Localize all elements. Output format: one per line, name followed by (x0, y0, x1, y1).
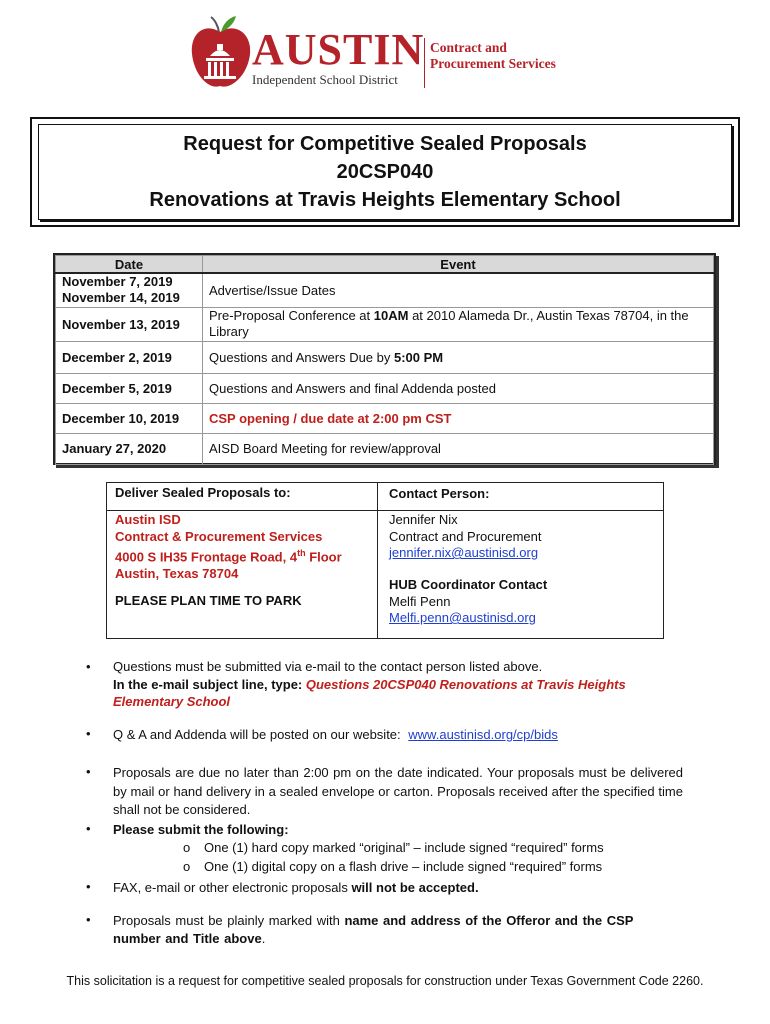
schedule-table (53, 253, 716, 465)
footer-note: This solicitation is a request for competitive sealed proposals for construction under Texas Government Code 2260. (66, 974, 704, 988)
schedule-date-line2: November 14, 2019 (62, 290, 180, 306)
address-line1: Austin ISD (115, 512, 181, 527)
schedule-date (56, 273, 203, 307)
schedule-date-line1: November 7, 2019 (62, 274, 173, 290)
contact-row-divider (107, 510, 663, 511)
sub-bullet-hard-copy: One (1) hard copy marked “original” – include signed “required” forms (204, 840, 604, 855)
event-text: Questions and Answers Due by (209, 349, 394, 365)
contact-name: Jennifer Nix (389, 512, 458, 527)
hub-email-link[interactable]: Melfi.penn@austinisd.org (389, 610, 536, 625)
subject-line-instruction (113, 676, 683, 711)
questions-text: Questions must be submitted via e-mail to the contact person listed above. (113, 659, 543, 674)
bullet-icon: • (86, 879, 91, 894)
header-date: Date (56, 256, 203, 274)
bullet-no-electronic (113, 879, 683, 897)
schedule-date: November 13, 2019 (56, 307, 203, 341)
logo-department (430, 40, 556, 72)
schedule-row (56, 273, 714, 307)
address-line4: Austin, Texas 78704 (115, 565, 239, 581)
event-time: 10AM (373, 308, 409, 323)
contact-email-link[interactable]: jennifer.nix@austinisd.org (389, 545, 539, 560)
address-line2: Contract & Procurement Services (115, 528, 323, 544)
header-event: Event (203, 256, 714, 274)
schedule-date: January 27, 2020 (56, 433, 203, 464)
bullet-marking (113, 912, 683, 948)
logo-wordmark: AUSTIN (252, 25, 425, 74)
contact-person-heading: Contact Person: (389, 486, 490, 501)
bullet-icon: • (86, 726, 91, 741)
schedule-date: December 2, 2019 (56, 341, 203, 373)
bullet-questions (113, 658, 683, 711)
schedule-event: Questions and Answers and final Addenda posted (203, 373, 714, 403)
schedule-row (56, 307, 714, 341)
hub-contact (389, 577, 547, 627)
logo-divider (424, 38, 425, 88)
sub-bullet-icon: o (183, 859, 191, 874)
contact-dept: Contract and Procurement (389, 528, 542, 544)
schedule-event: AISD Board Meeting for review/approval (203, 433, 714, 464)
schedule-row (56, 341, 714, 373)
contact-box (106, 482, 664, 639)
bullet-submit-heading: Please submit the following: (113, 822, 289, 837)
title-line3: Renovations at Travis Heights Elementary School (149, 189, 621, 211)
document-title (38, 130, 732, 214)
bullet-website (113, 726, 683, 744)
subject-line-value: Questions 20CSP040 Renovations at Travis Heights Elementary School (113, 676, 626, 709)
logo-subtitle: Independent School District (252, 72, 398, 87)
bullet-icon: • (86, 821, 91, 836)
logo-department-line2: Procurement Services (430, 56, 556, 71)
event-time: 5:00 PM (394, 349, 444, 365)
schedule-date: December 5, 2019 (56, 373, 203, 403)
marking-text: Proposals must be plainly marked with (113, 913, 345, 928)
schedule-row (56, 403, 714, 433)
bullet-icon: • (86, 659, 91, 674)
address-line3-text: 4000 S IH35 Frontage Road, 4 (115, 549, 298, 565)
deliver-heading: Deliver Sealed Proposals to: (115, 485, 291, 500)
schedule-event (203, 307, 714, 341)
schedule-event-highlight: CSP opening / due date at 2:00 pm CST (203, 403, 714, 433)
marking-emphasis: name and address of the Offeror and the CSP number and Title above (113, 913, 634, 946)
no-electronic-emphasis: will not be accepted. (351, 880, 479, 895)
hub-heading: HUB Coordinator Contact (389, 577, 548, 592)
website-link[interactable]: www.austinisd.org/cp/bids (408, 727, 558, 742)
schedule-event: Advertise/Issue Dates (203, 273, 714, 307)
address-ordinal: th (297, 548, 306, 558)
title-line2: 20CSP040 (336, 161, 434, 183)
sub-bullet-digital-copy: One (1) digital copy on a flash drive – include signed “required” forms (204, 859, 603, 874)
no-electronic-text: FAX, e-mail or other electronic proposals (113, 880, 352, 895)
delivery-address (115, 512, 342, 582)
event-text-cont: at 2010 Alameda Dr., Austin Texas 78704, in the Library (209, 308, 689, 339)
schedule-row (56, 433, 714, 464)
schedule-date: December 10, 2019 (56, 403, 203, 433)
address-line3 (115, 545, 342, 566)
subject-line-label: In the e-mail subject line, type: (113, 676, 306, 692)
schedule-event (203, 341, 714, 373)
hub-name: Melfi Penn (389, 593, 451, 609)
address-line3-floor: Floor (305, 549, 342, 565)
event-text: Pre-Proposal Conference at (209, 308, 374, 323)
bullet-due-time: Proposals are due no later than 2:00 pm on the date indicated. Your proposals must be delivered by mail or hand delivery in a sealed envelope or carton. Proposals received after the specified time shall not be considered. (113, 765, 683, 817)
schedule-row (56, 373, 714, 403)
apple-capitol-icon (190, 14, 252, 90)
contact-person (389, 512, 541, 562)
schedule-header-row (56, 256, 714, 274)
sub-bullet-icon: o (183, 840, 191, 855)
bullet-icon: • (86, 912, 91, 927)
bullet-icon: • (86, 764, 91, 779)
title-line1: Request for Competitive Sealed Proposals (183, 133, 587, 155)
website-text: Q & A and Addenda will be posted on our website: (113, 727, 401, 742)
marking-period: . (261, 931, 266, 946)
logo-department-line1: Contract and (430, 40, 507, 55)
contact-column-divider (377, 483, 378, 638)
parking-note: PLEASE PLAN TIME TO PARK (115, 593, 302, 608)
